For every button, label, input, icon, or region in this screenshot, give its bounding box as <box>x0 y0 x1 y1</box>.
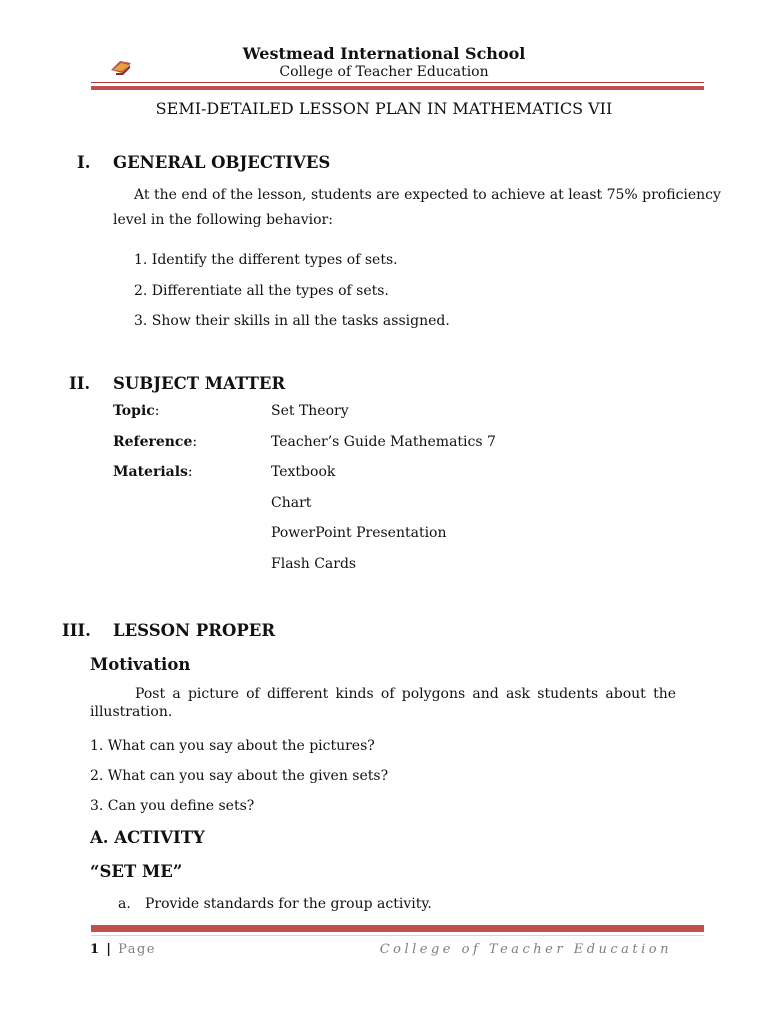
objective-item: 1. Identify the different types of sets. <box>134 252 398 268</box>
objectives-intro-line1: At the end of the lesson, students are expected to achieve at least 75% proficiency <box>134 187 721 203</box>
page-indicator <box>90 942 156 957</box>
header-divider-thin <box>91 82 704 83</box>
section-2-number: II. <box>69 374 91 393</box>
material-item: Textbook <box>271 464 336 480</box>
footer-divider-thick <box>91 925 704 932</box>
material-item: PowerPoint Presentation <box>271 525 447 541</box>
topic-label: Topic: <box>113 403 160 419</box>
material-item: Flash Cards <box>271 556 357 572</box>
motivation-line2: illustration. <box>90 704 173 720</box>
section-1-title: GENERAL OBJECTIVES <box>113 153 331 172</box>
objective-item: 2. Differentiate all the types of sets. <box>134 283 389 299</box>
footer-college: College of Teacher Education <box>379 942 672 957</box>
section-3-number: III. <box>62 621 91 640</box>
activity-item-marker: a. <box>118 896 131 912</box>
activity-name: “SET ME” <box>90 862 183 881</box>
reference-value: Teacher’s Guide Mathematics 7 <box>271 434 496 450</box>
activity-heading: A. ACTIVITY <box>90 828 205 847</box>
header-divider-thick <box>91 86 704 90</box>
activity-item: Provide standards for the group activity. <box>145 896 432 912</box>
motivation-heading: Motivation <box>90 655 191 674</box>
section-1-number: I. <box>77 153 91 172</box>
topic-value: Set Theory <box>271 403 349 419</box>
reference-label: Reference: <box>113 434 198 450</box>
section-2-title: SUBJECT MATTER <box>113 374 286 393</box>
material-item: Chart <box>271 495 312 511</box>
materials-label: Materials: <box>113 464 193 480</box>
document-title: SEMI-DETAILED LESSON PLAN IN MATHEMATICS VII <box>155 99 613 118</box>
motivation-question: 1. What can you say about the pictures? <box>90 738 375 754</box>
section-3-title: LESSON PROPER <box>113 621 276 640</box>
objective-item: 3. Show their skills in all the tasks assigned. <box>134 313 450 329</box>
college-name: College of Teacher Education <box>279 64 489 80</box>
motivation-question: 3. Can you define sets? <box>90 798 255 814</box>
page-word: Page <box>118 942 156 957</box>
objectives-intro-line2: level in the following behavior: <box>113 212 333 228</box>
page-separator: | <box>106 942 113 957</box>
school-name: Westmead International School <box>242 44 526 63</box>
motivation-line1: Post a picture of different kinds of polygons and ask students about the <box>135 686 676 702</box>
footer-divider-thin <box>91 935 704 936</box>
motivation-question: 2. What can you say about the given sets? <box>90 768 389 784</box>
page-number: 1 <box>90 942 101 957</box>
